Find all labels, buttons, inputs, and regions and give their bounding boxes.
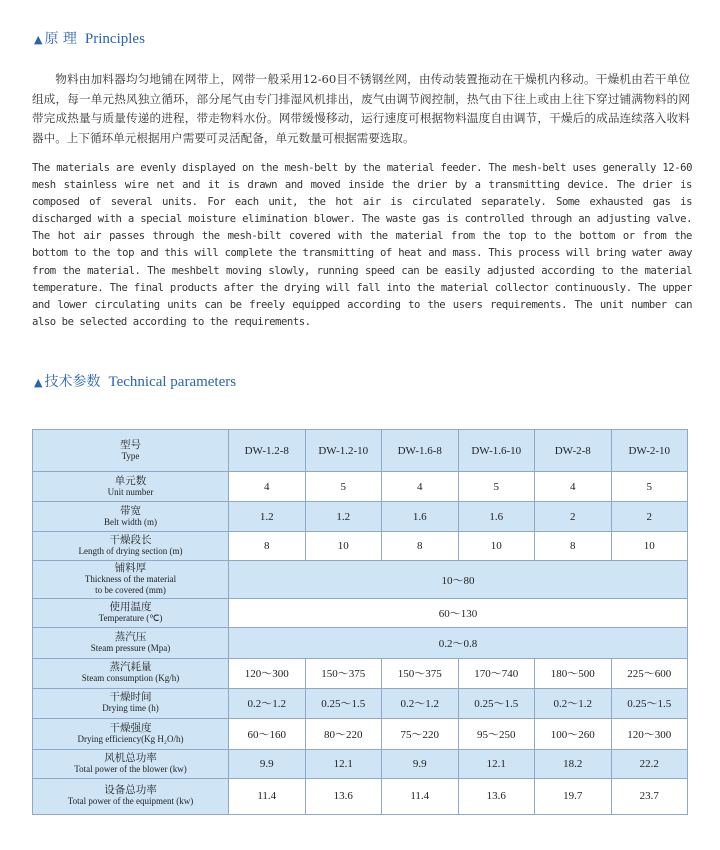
row-label-en: Belt width (m) (104, 516, 157, 527)
table-cell: 11.4 (229, 778, 306, 814)
row-label-en: Temperature (℃) (98, 613, 163, 624)
principles-heading-en: Principles (84, 31, 145, 47)
merged-cell: 10～80 (229, 561, 688, 599)
table-cell: 13.6 (305, 778, 382, 814)
table-cell: 23.7 (611, 778, 688, 814)
table-row (33, 472, 688, 502)
row-label (33, 472, 229, 502)
row-label-zh: 设备总功率 (104, 784, 157, 797)
table-cell: 0.2～1.2 (535, 688, 612, 718)
principles-text-en: The materials are evenly displayed on the mesh-belt by the material feeder. The mesh-belt uses generally 12-60 mesh stainless wire net and it is drawn and moved inside the drier by a transmitting device. The drier is composed of several units. For each unit, the hot air is circulated separately. Some exhausted gas is discharged with a special moisture elimination blower. The waste gas is controlled through an adjusting valve. The hot air passes through the mesh-bilt covered with the material from the top to the bottom or from the bottom to the top and this will complete the transmitting of heat and mass. This process will bring water away from the material. The meshbelt moving slowly, running speed can be easily adjusted according to the material temperature. The final products after the drying will fall into the material collector continuously. The upper and lower circulating units can be freely equipped according to the users requirements. The unit number can also be selected according to the requirements. (32, 162, 692, 328)
table-cell: 11.4 (382, 778, 459, 814)
parameters-heading-en: Technical parameters (108, 374, 237, 390)
row-label-zh: 干燥段长 (109, 534, 152, 547)
table-cell: 9.9 (382, 749, 459, 778)
table-cell: 95～250 (458, 718, 535, 749)
table-cell: 0.25～1.5 (305, 688, 382, 718)
table-cell: 100～260 (535, 718, 612, 749)
table-cell: 4 (535, 472, 612, 502)
table-cell: 10 (458, 532, 535, 561)
row-label-zh: 蒸汽耗量 (109, 661, 152, 674)
row-label-en: Drying time (h) (102, 703, 159, 714)
type-label-zh: 型号 (120, 438, 141, 451)
merged-cell: 60～130 (229, 599, 688, 628)
parameters-heading (34, 371, 236, 391)
table-row (33, 628, 688, 658)
row-label (33, 688, 229, 718)
table-cell: 1.6 (458, 502, 535, 532)
table-row (33, 658, 688, 688)
table-cell: 1.2 (305, 502, 382, 532)
row-label-en: Total power of the blower (kw) (74, 763, 187, 774)
row-label (33, 778, 229, 814)
table-header-row (33, 430, 688, 472)
principles-heading-zh: 原 理 (44, 31, 77, 47)
table-cell: 22.2 (611, 749, 688, 778)
table-cell: 1.6 (382, 502, 459, 532)
table-row (33, 532, 688, 561)
row-label-en: Steam pressure (Mpa) (90, 643, 171, 654)
row-label (33, 532, 229, 561)
row-label-en: to be covered (mm) (95, 585, 166, 596)
model-header: DW-1.6-8 (382, 430, 459, 472)
table-cell: 5 (458, 472, 535, 502)
table-cell: 0.2～1.2 (382, 688, 459, 718)
table-cell: 2 (611, 502, 688, 532)
table-cell: 80～220 (305, 718, 382, 749)
row-label-zh: 风机总功率 (104, 751, 157, 764)
row-label-en: Drying efficiency(Kg H₂O/h) (77, 733, 184, 744)
model-header: DW-1.2-8 (229, 430, 306, 472)
table-cell: 0.25～1.5 (458, 688, 535, 718)
table-cell: 8 (229, 532, 306, 561)
row-label (33, 561, 229, 599)
model-header: DW-2-10 (611, 430, 688, 472)
row-label-en: Steam consumption (Kg/h) (81, 673, 180, 684)
row-label-zh: 铺料厚 (114, 562, 147, 575)
parameters-table (32, 429, 688, 815)
model-header: DW-2-8 (535, 430, 612, 472)
triangle-bullet-icon: ▲ (34, 33, 43, 46)
table-cell: 19.7 (535, 778, 612, 814)
row-label-en: Total power of the equipment (kw) (67, 796, 194, 807)
row-label-zh: 干燥时间 (109, 691, 152, 704)
model-header: DW-1.6-10 (458, 430, 535, 472)
table-cell: 120～300 (229, 658, 306, 688)
row-label-en: Unit number (107, 486, 154, 497)
table-cell: 18.2 (535, 749, 612, 778)
table-cell: 2 (535, 502, 612, 532)
table-cell: 4 (229, 472, 306, 502)
table-cell: 0.25～1.5 (611, 688, 688, 718)
row-label-zh: 干燥强度 (109, 721, 152, 734)
row-label (33, 628, 229, 658)
principles-text-zh: 物料由加料器均匀地铺在网带上，网带一般采用12-60目不锈钢丝网，由传动装置拖动在干燥机内移动。干燥机由若干单位组成，每一单元热风独立循环，部分尾气由专门排湿风机排出，废气由调节阀控制，热气由下往上或由上往下穿过铺满物料的网带完成热量与质量传递的进程，带走物料水份。网带缓慢移动，运行速度可根据物料温度自由调节，干燥后的成品连续落入收料器中。上下循环单元根据用户需要可灵活配备，单元数量可根据需要选取。 (32, 72, 690, 145)
row-label (33, 599, 229, 628)
table-cell: 170～740 (458, 658, 535, 688)
table-row (33, 718, 688, 749)
triangle-bullet-icon: ▲ (34, 376, 43, 389)
table-cell: 60～160 (229, 718, 306, 749)
table-cell: 5 (611, 472, 688, 502)
table-cell: 13.6 (458, 778, 535, 814)
table-row (33, 561, 688, 599)
table-cell: 12.1 (458, 749, 535, 778)
table-cell: 10 (305, 532, 382, 561)
type-label-en: Type (121, 450, 140, 461)
row-label-zh: 带宽 (120, 504, 141, 517)
row-label-en: Thickness of the material (84, 574, 177, 585)
table-cell: 8 (535, 532, 612, 561)
table-cell: 5 (305, 472, 382, 502)
merged-cell: 0.2～0.8 (229, 628, 688, 658)
table-cell: 0.2～1.2 (229, 688, 306, 718)
row-label (33, 502, 229, 532)
row-label (33, 658, 229, 688)
row-label (33, 718, 229, 749)
parameters-heading-zh: 技术参数 (44, 374, 101, 390)
row-label-zh: 蒸汽压 (114, 631, 147, 644)
table-row (33, 778, 688, 814)
table-row (33, 688, 688, 718)
table-row (33, 599, 688, 628)
table-cell: 10 (611, 532, 688, 561)
table-cell: 9.9 (229, 749, 306, 778)
table-row (33, 749, 688, 778)
row-label-en: Length of drying section (m) (78, 546, 183, 557)
table-cell: 12.1 (305, 749, 382, 778)
table-cell: 225～600 (611, 658, 688, 688)
table-cell: 4 (382, 472, 459, 502)
table-row (33, 502, 688, 532)
model-header: DW-1.2-10 (305, 430, 382, 472)
table-cell: 1.2 (229, 502, 306, 532)
row-label-zh: 使用温度 (109, 601, 152, 614)
table-cell: 180～500 (535, 658, 612, 688)
table-cell: 120～300 (611, 718, 688, 749)
table-cell: 150～375 (382, 658, 459, 688)
principles-heading (34, 28, 145, 48)
table-cell: 75～220 (382, 718, 459, 749)
type-label-cell (33, 430, 229, 472)
table-cell: 150～375 (305, 658, 382, 688)
row-label (33, 749, 229, 778)
row-label-zh: 单元数 (114, 474, 147, 487)
table-cell: 8 (382, 532, 459, 561)
